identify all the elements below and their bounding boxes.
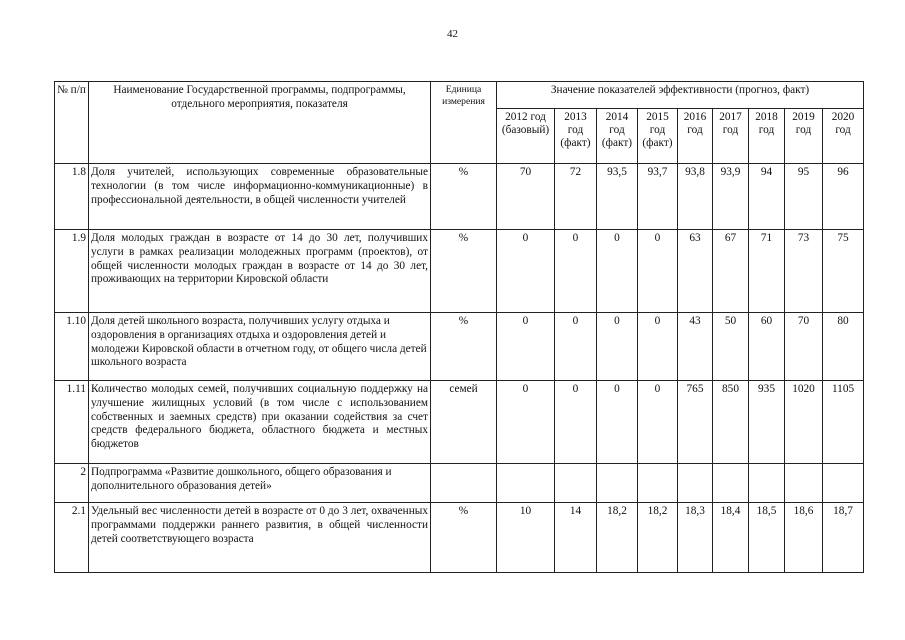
row-value: 93,8	[678, 164, 713, 230]
row-value: 70	[497, 164, 555, 230]
table-row	[55, 313, 864, 381]
header-name: Наименование Государственной программы, подпрограммы, отдельного мероприятия, показателя	[89, 82, 431, 164]
header-year-2017: 2017 год	[713, 109, 749, 164]
row-value	[785, 464, 823, 503]
header-year-2019: 2019 год	[785, 109, 823, 164]
row-value: 0	[597, 230, 638, 313]
row-unit	[431, 464, 497, 503]
row-value: 43	[678, 313, 713, 381]
row-value: 0	[497, 313, 555, 381]
row-name: Доля детей школьного возраста, получивших услугу отдыха и оздоровления в организациях отдыха и оздоровления детей и молодежи Кировской области в отчетном году, от общего числа детей школьного возраста	[89, 313, 431, 381]
row-value: 18,6	[785, 503, 823, 573]
header-row-top	[55, 82, 864, 109]
row-value: 71	[749, 230, 785, 313]
row-value: 18,5	[749, 503, 785, 573]
row-name: Количество молодых семей, получивших социальную поддержку на улучшение жилищных условий (в том числе с использованием собственных и заемных средств) при оказании содействия за счет средств федерального бюджета, областного бюджета и местных бюджетов	[89, 381, 431, 464]
page-number: 42	[447, 28, 458, 40]
row-value: 73	[785, 230, 823, 313]
row-name: Доля молодых граждан в возрасте от 14 до 30 лет, получивших услуги в рамках реализации молодежных программ (проектов), от общей численности молодых граждан в возрасте от 14 до 30 лет, проживающих на территории Кировской области	[89, 230, 431, 313]
row-value	[823, 464, 864, 503]
row-value: 72	[555, 164, 597, 230]
row-value: 18,3	[678, 503, 713, 573]
table-row-subprogram	[55, 464, 864, 503]
row-value: 0	[555, 230, 597, 313]
row-value	[678, 464, 713, 503]
row-value: 850	[713, 381, 749, 464]
row-value	[597, 464, 638, 503]
row-num: 2	[55, 464, 89, 503]
header-year-2013: 2013 год (факт)	[555, 109, 597, 164]
row-name: Доля учителей, использующих современные образовательные технологии (в том числе информационно-коммуникационные) в профессиональной деятельности, в общей численности учителей	[89, 164, 431, 230]
row-value: 18,4	[713, 503, 749, 573]
header-unit: Единица измерения	[431, 82, 497, 164]
row-num: 1.9	[55, 230, 89, 313]
row-num: 1.8	[55, 164, 89, 230]
row-value	[497, 464, 555, 503]
row-value: 93,7	[638, 164, 678, 230]
row-value	[749, 464, 785, 503]
row-unit: %	[431, 164, 497, 230]
indicators-table	[54, 81, 864, 573]
row-value: 14	[555, 503, 597, 573]
row-value: 18,2	[597, 503, 638, 573]
row-value	[638, 464, 678, 503]
row-value: 0	[638, 230, 678, 313]
row-value	[713, 464, 749, 503]
row-value: 60	[749, 313, 785, 381]
header-values-group: Значение показателей эффективности (прогноз, факт)	[497, 82, 864, 109]
row-value: 67	[713, 230, 749, 313]
header-num: № п/п	[55, 82, 89, 164]
row-name: Удельный вес численности детей в возрасте от 0 до 3 лет, охваченных программами поддержки раннего развития, в общей численности детей соответствующего возраста	[89, 503, 431, 573]
row-value: 1105	[823, 381, 864, 464]
row-value: 0	[638, 313, 678, 381]
row-value: 0	[497, 381, 555, 464]
row-num: 2.1	[55, 503, 89, 573]
row-name: Подпрограмма «Развитие дошкольного, общего образования и дополнительного образования детей»	[89, 464, 431, 503]
table-row	[55, 230, 864, 313]
header-year-2015: 2015 год (факт)	[638, 109, 678, 164]
row-value: 63	[678, 230, 713, 313]
header-year-2014: 2014 год (факт)	[597, 109, 638, 164]
row-num: 1.10	[55, 313, 89, 381]
row-value: 96	[823, 164, 864, 230]
row-value: 765	[678, 381, 713, 464]
row-value: 0	[638, 381, 678, 464]
header-year-2020: 2020 год	[823, 109, 864, 164]
row-value: 94	[749, 164, 785, 230]
table-row	[55, 164, 864, 230]
row-value: 70	[785, 313, 823, 381]
header-year-2016: 2016 год	[678, 109, 713, 164]
row-value: 935	[749, 381, 785, 464]
row-value: 0	[597, 313, 638, 381]
row-value: 18,7	[823, 503, 864, 573]
row-unit: %	[431, 230, 497, 313]
row-unit: %	[431, 313, 497, 381]
row-unit: %	[431, 503, 497, 573]
row-value: 10	[497, 503, 555, 573]
row-num: 1.11	[55, 381, 89, 464]
table-row	[55, 503, 864, 573]
row-value	[555, 464, 597, 503]
row-unit: семей	[431, 381, 497, 464]
row-value: 93,9	[713, 164, 749, 230]
row-value: 93,5	[597, 164, 638, 230]
row-value: 1020	[785, 381, 823, 464]
row-value: 95	[785, 164, 823, 230]
row-value: 75	[823, 230, 864, 313]
header-year-2012: 2012 год (базовый)	[497, 109, 555, 164]
header-year-2018: 2018 год	[749, 109, 785, 164]
row-value: 0	[497, 230, 555, 313]
row-value: 0	[555, 313, 597, 381]
table-row	[55, 381, 864, 464]
row-value: 0	[597, 381, 638, 464]
row-value: 80	[823, 313, 864, 381]
row-value: 0	[555, 381, 597, 464]
row-value: 18,2	[638, 503, 678, 573]
row-value: 50	[713, 313, 749, 381]
